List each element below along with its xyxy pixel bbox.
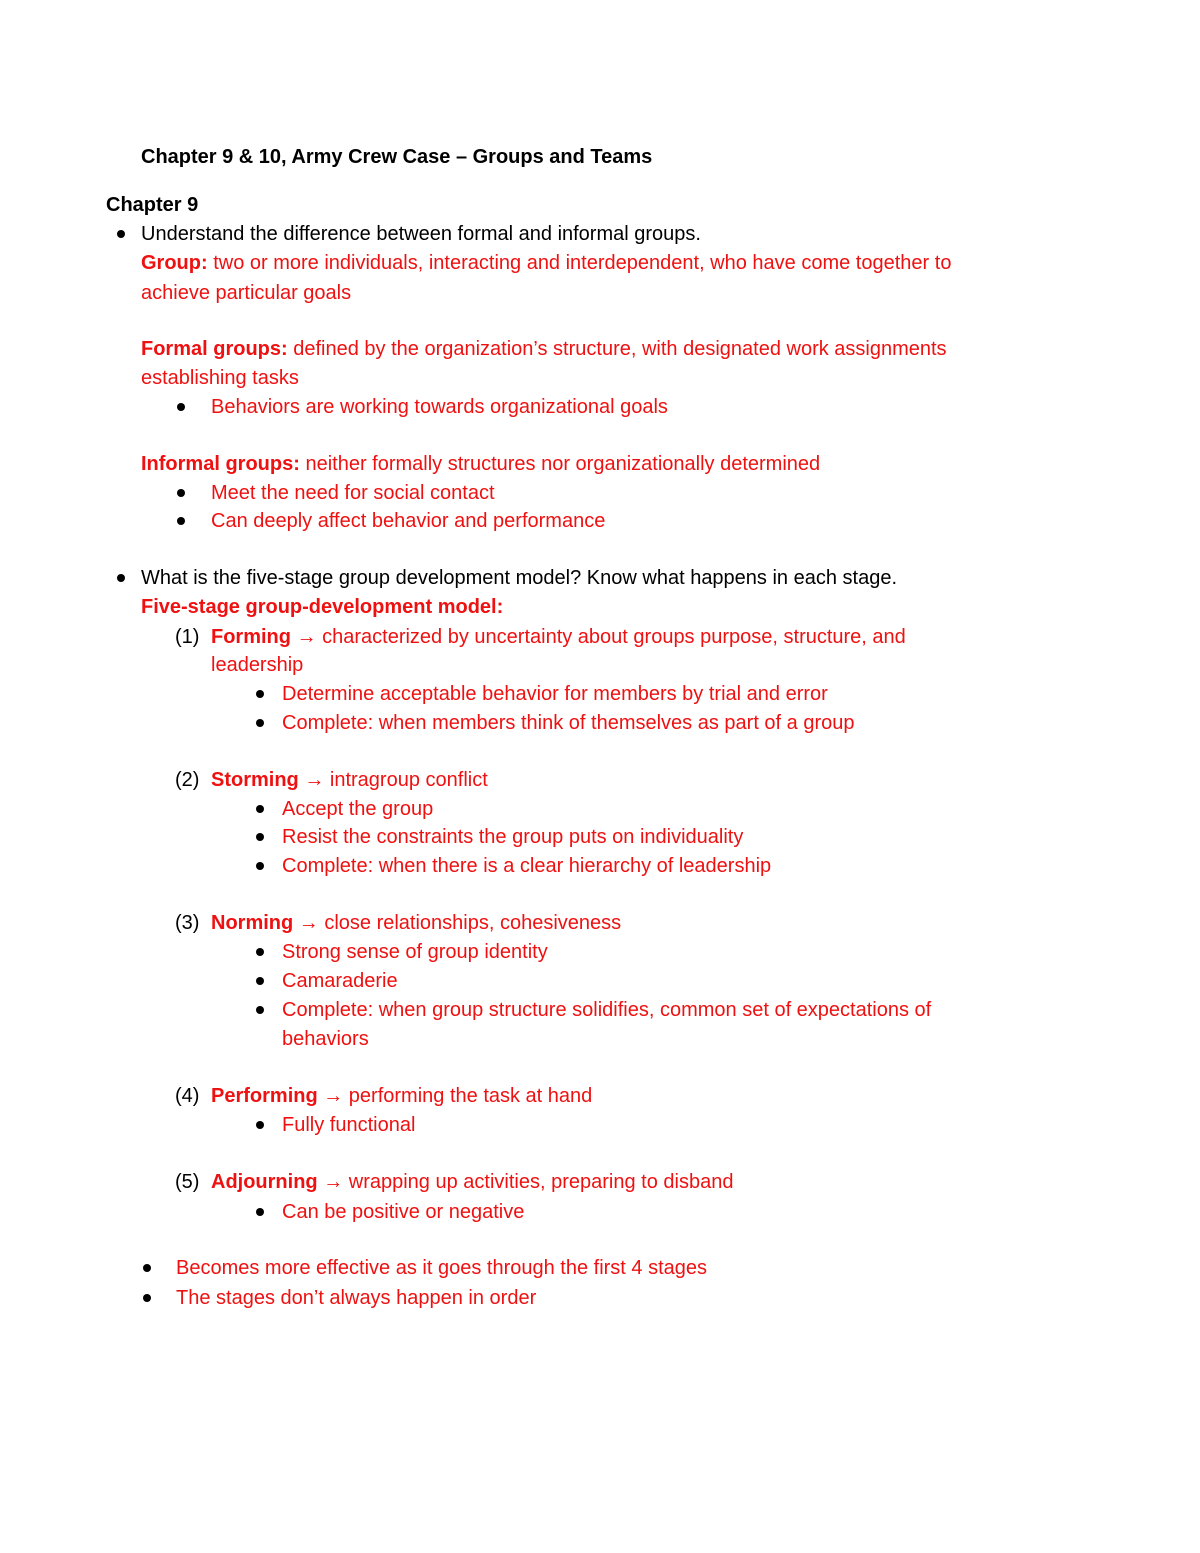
stage-bullet-cont: behaviors [282, 1028, 369, 1050]
stage-performing: Performing → performing the task at hand [211, 1085, 593, 1107]
arrow-right-icon: → [304, 769, 325, 791]
bullet-icon [143, 1294, 151, 1302]
formal-groups-definition: Formal groups: defined by the organization’s structure, with designated work assignments [141, 338, 947, 360]
stage-bullet: Fully functional [282, 1114, 416, 1136]
stage-number: (1) [175, 626, 200, 648]
formal-groups-definition-cont: establishing tasks [141, 367, 299, 389]
bullet-icon [256, 719, 264, 727]
bullet-icon [256, 862, 264, 870]
stage-norming: Norming → close relationships, cohesiveness [211, 912, 622, 934]
stage-number: (3) [175, 912, 200, 934]
bullet-icon [177, 489, 185, 497]
bullet-icon [177, 403, 185, 411]
stage-adjourning: Adjourning → wrapping up activities, preparing to disband [211, 1171, 734, 1193]
stage-bullet: Accept the group [282, 798, 434, 820]
stage-storming: Storming → intragroup conflict [211, 769, 488, 791]
informal-groups-bullet: Meet the need for social contact [211, 482, 495, 504]
bullet-icon [256, 1006, 264, 1014]
bullet-icon [177, 517, 185, 525]
question-2: What is the five-stage group development model? Know what happens in each stage. [141, 567, 898, 589]
informal-groups-bullet: Can deeply affect behavior and performance [211, 510, 606, 532]
bullet-icon [117, 230, 125, 238]
formal-groups-bullet: Behaviors are working towards organizational goals [211, 396, 668, 418]
bullet-icon [256, 948, 264, 956]
bullet-icon [256, 1121, 264, 1129]
summary-bullet: Becomes more effective as it goes through the first 4 stages [176, 1257, 708, 1279]
stage-number: (4) [175, 1085, 200, 1107]
model-heading: Five-stage group-development model: [141, 596, 504, 618]
stage-bullet: Complete: when members think of themselves as part of a group [282, 712, 855, 734]
stage-forming-cont: leadership [211, 654, 304, 676]
stage-forming: Forming → characterized by uncertainty about groups purpose, structure, and [211, 626, 906, 648]
bullet-icon [117, 574, 125, 582]
group-definition: Group: two or more individuals, interacting and interdependent, who have come together to [141, 252, 952, 274]
stage-bullet: Determine acceptable behavior for members by trial and error [282, 683, 828, 705]
chapter-heading: Chapter 9 [106, 194, 199, 216]
stage-bullet: Complete: when there is a clear hierarchy of leadership [282, 855, 772, 877]
bullet-icon [256, 805, 264, 813]
question-1: Understand the difference between formal and informal groups. [141, 223, 701, 245]
stage-bullet: Camaraderie [282, 970, 398, 992]
arrow-right-icon: → [323, 1171, 344, 1193]
informal-groups-definition: Informal groups: neither formally structures nor organizationally determined [141, 453, 821, 475]
bullet-icon [143, 1264, 151, 1272]
arrow-right-icon: → [298, 912, 319, 934]
arrow-right-icon: → [296, 626, 317, 648]
document-title: Chapter 9 & 10, Army Crew Case – Groups and Teams [141, 146, 653, 168]
summary-bullet: The stages don’t always happen in order [176, 1287, 537, 1309]
bullet-icon [256, 833, 264, 841]
bullet-icon [256, 977, 264, 985]
stage-bullet: Strong sense of group identity [282, 941, 548, 963]
arrow-right-icon: → [323, 1085, 344, 1107]
bullet-icon [256, 690, 264, 698]
stage-number: (5) [175, 1171, 200, 1193]
stage-bullet: Complete: when group structure solidifies, common set of expectations of [282, 999, 932, 1021]
stage-bullet: Resist the constraints the group puts on individuality [282, 826, 744, 848]
bullet-icon [256, 1208, 264, 1216]
group-definition-cont: achieve particular goals [141, 282, 352, 304]
stage-number: (2) [175, 769, 200, 791]
stage-bullet: Can be positive or negative [282, 1201, 525, 1223]
